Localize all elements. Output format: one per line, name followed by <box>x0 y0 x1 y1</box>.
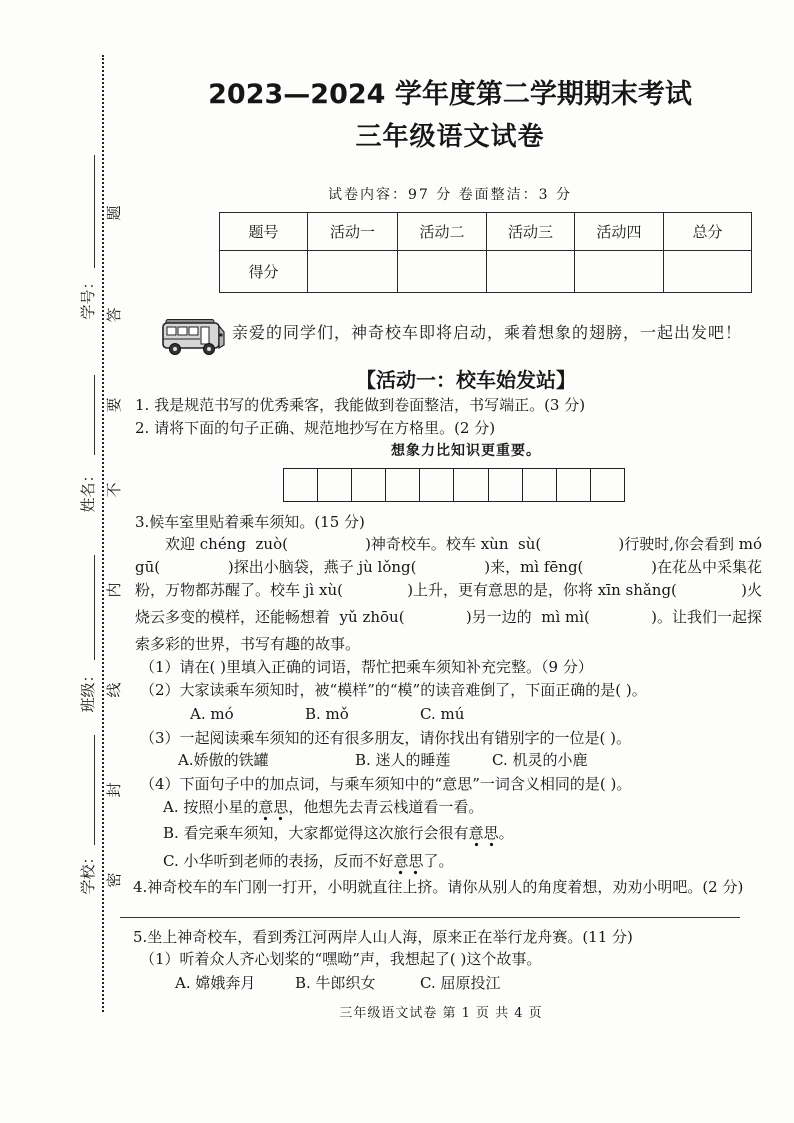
passage-text: )行驶时,你会看到 mó <box>618 535 763 553</box>
q5-sub1-option-a: A. 嫦娥奔月 <box>175 974 256 992</box>
passage-line-1 <box>165 534 762 554</box>
passage-text: gū( <box>135 558 161 576</box>
question-3-title: 3.候车室里贴着乘车须知。(15 分) <box>135 513 365 531</box>
answer-line[interactable] <box>120 917 740 918</box>
answer-blank[interactable] <box>590 608 651 622</box>
question-1: 1. 我是规范书写的优秀乘客，我能做到卷面整洁，书写端正。(3 分) <box>135 396 586 414</box>
q3-sub2-option-c: C. mú <box>420 705 465 723</box>
question-3-sub-4: （4）下面句子中的加点词，与乘车须知中的“意思”一词含义相同的是( )。 <box>140 775 632 793</box>
answer-blank[interactable] <box>405 608 466 622</box>
grid-box[interactable] <box>591 468 625 502</box>
question-3-sub-2: （2）大家读乘车须知时，被“模样”的“模”的读音难倒了，下面正确的是( )。 <box>140 681 647 699</box>
option-text: B. 看完乘车须知，大家都觉得这次旅行会很有 <box>163 824 469 842</box>
q3-sub3-option-a: A.娇傲的铁罐 <box>178 751 269 769</box>
passage-line-4 <box>135 607 762 627</box>
option-text: 了。 <box>423 852 454 870</box>
passage-text: )来，mì fēng( <box>484 558 584 576</box>
question-3-sub-3: （3）一起阅读乘车须知的还有很多朋友，请你找出有错别字的一位是( )。 <box>140 729 632 747</box>
school-bus-icon <box>160 317 226 357</box>
question-5-title: 5.坐上神奇校车，看到秀江河两岸人山人海，原来正在举行龙舟赛。(11 分) <box>133 928 633 946</box>
copy-sentence: 想象力比知识更重要。 <box>391 443 541 459</box>
passage-text: )。让我们一起探 <box>651 608 763 626</box>
score-table-header-row <box>220 213 752 251</box>
score-cell-activity-1[interactable] <box>308 251 398 293</box>
seal-char: 答 <box>105 307 123 323</box>
answer-blank[interactable] <box>343 581 407 595</box>
score-table-score-row <box>220 251 752 293</box>
q3-sub4-option-c <box>163 851 454 871</box>
option-text: C. 小华听到老师的表扬，反而不好 <box>163 852 394 870</box>
passage-text: 索多彩的世界，书写有趣的故事。 <box>135 635 361 653</box>
passage-text: )火 <box>741 581 762 599</box>
answer-blank[interactable] <box>417 558 485 572</box>
score-info: 试卷内容：97 分 卷面整洁：3 分 <box>327 187 573 203</box>
seal-char: 线 <box>105 682 123 698</box>
passage-text: )上升，更有意思的是，你将 xīn shǎng( <box>407 581 677 599</box>
dotted-word: 意思 <box>469 824 499 847</box>
grid-box[interactable] <box>284 468 318 502</box>
dotted-word: 意思 <box>258 798 288 821</box>
student-id-label: 学号： <box>79 274 97 320</box>
grid-box[interactable] <box>386 468 420 502</box>
score-table <box>219 212 752 293</box>
q5-sub1-option-b: B. 牛郎织女 <box>295 974 376 992</box>
activity-1-title: 【活动一：校车始发站】 <box>356 368 576 392</box>
seal-char: 密 <box>105 872 123 888</box>
passage-line-5 <box>135 634 360 654</box>
option-text: ，他想先去青云栈道看一看。 <box>288 798 484 816</box>
question-2: 2. 请将下面的句子正确、规范地抄写在方格里。(2 分) <box>135 419 496 437</box>
name-label: 姓名： <box>79 467 97 513</box>
header-question-no: 题号 <box>220 213 308 251</box>
q3-sub2-option-a: A. mó <box>190 705 234 723</box>
passage-text: )另一边的 mì mì( <box>465 608 590 626</box>
q3-sub3-option-b: B. 迷人的睡莲 <box>355 751 451 769</box>
answer-blank[interactable] <box>677 581 741 595</box>
answer-blank[interactable] <box>288 535 365 549</box>
header-activity-1: 活动一 <box>308 213 398 251</box>
passage-text: )探出小脑袋，燕子 jù lǒng( <box>227 558 417 576</box>
class-label: 班级： <box>79 667 97 713</box>
passage-text: 欢迎 chéng zuò( <box>165 535 288 553</box>
seal-char: 要 <box>105 397 123 413</box>
grid-box[interactable] <box>523 468 557 502</box>
seal-char: 题 <box>105 205 123 221</box>
student-id-write-line[interactable] <box>94 155 95 268</box>
score-cell-activity-3[interactable] <box>487 251 575 293</box>
grid-box[interactable] <box>318 468 352 502</box>
question-3-sub-1: （1）请在( )里填入正确的词语，帮忙把乘车须知补充完整。（9 分） <box>140 658 593 676</box>
passage-text: 烧云多变的模样，还能畅想着 yǔ zhōu( <box>135 608 405 626</box>
score-row-label: 得分 <box>220 251 308 293</box>
score-cell-total[interactable] <box>664 251 752 293</box>
intro-text: 亲爱的同学们，神奇校车即将启动，乘着想象的翅膀，一起出发吧！ <box>232 323 743 342</box>
seal-char: 内 <box>105 582 123 598</box>
page-footer: 三年级语文试卷 第 1 页 共 4 页 <box>339 1006 543 1021</box>
q3-sub4-option-a <box>163 797 483 817</box>
score-cell-activity-4[interactable] <box>575 251 664 293</box>
answer-blank[interactable] <box>583 558 651 572</box>
header-total: 总分 <box>664 213 752 251</box>
passage-text: )神奇校车。校车 xùn sù( <box>365 535 542 553</box>
question-5-sub-1: （1）听着众人齐心划桨的“嘿呦”声，我想起了( )这个故事。 <box>140 950 542 968</box>
question-4: 4.神奇校车的车门刚一打开，小明就直往上挤。请你从别人的角度着想，劝劝小明吧。(2 分) <box>133 878 744 896</box>
writing-grid <box>283 468 625 502</box>
answer-blank[interactable] <box>160 558 228 572</box>
grid-box[interactable] <box>420 468 454 502</box>
grid-box[interactable] <box>454 468 488 502</box>
exam-title: 2023—2024 学年度第二学期期末考试 <box>208 79 692 110</box>
seal-char: 不 <box>105 482 123 498</box>
exam-subtitle: 三年级语文试卷 <box>355 122 545 152</box>
grid-box[interactable] <box>557 468 591 502</box>
passage-line-2 <box>135 557 762 577</box>
passage-text: )在花丛中采集花 <box>651 558 762 576</box>
header-activity-2: 活动二 <box>398 213 487 251</box>
school-write-line[interactable] <box>94 735 95 845</box>
school-label: 学校： <box>79 849 97 895</box>
option-text: 。 <box>498 824 514 842</box>
header-activity-3: 活动三 <box>487 213 575 251</box>
header-activity-4: 活动四 <box>575 213 664 251</box>
q3-sub2-option-b: B. mǒ <box>305 705 349 723</box>
grid-box[interactable] <box>352 468 386 502</box>
class-write-line[interactable] <box>94 555 95 660</box>
q3-sub4-option-b <box>163 823 514 843</box>
name-write-line[interactable] <box>94 375 95 455</box>
grid-box[interactable] <box>489 468 523 502</box>
q5-sub1-option-c: C. 屈原投江 <box>420 974 501 992</box>
dotted-word: 意思 <box>393 852 423 875</box>
passage-line-3 <box>135 580 762 600</box>
answer-blank[interactable] <box>541 535 618 549</box>
seal-char: 封 <box>105 782 123 798</box>
q3-sub3-option-c: C. 机灵的小鹿 <box>492 751 588 769</box>
score-cell-activity-2[interactable] <box>398 251 487 293</box>
seal-dotted-line <box>102 55 104 1012</box>
passage-text: 粉，万物都苏醒了。校车 jì xù( <box>135 581 343 599</box>
option-text: A. 按照小星的 <box>163 798 259 816</box>
